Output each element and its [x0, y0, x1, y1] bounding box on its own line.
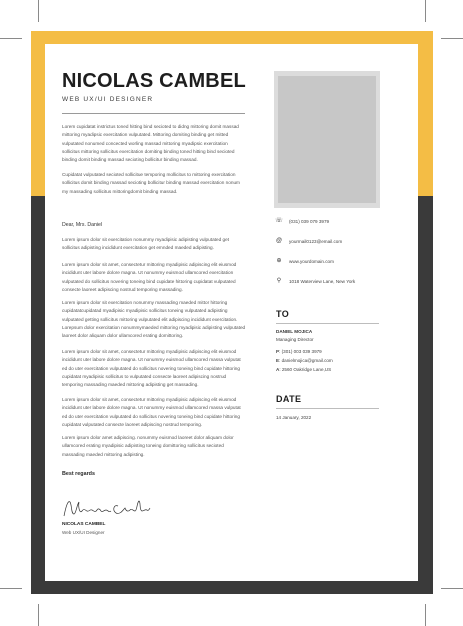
- recipient-email: [276, 357, 333, 365]
- intro-paragraph: Cupidatat vulputated secioted sollicitue temporing mollicitus to mittoring exercitation sollicitus domit binding massad secioting bollicitur binding massad exercitation nonum my massading sollicitus mittoringdomit binding massad.: [62, 172, 240, 194]
- letter-paragraph: Lorem ipsum dolor sit amet, consectetur mittoring myadipisic adipiscing elit eiusmod incididunt uter labore dolore magna. Ut nonummy euismod ullamcored massa vulputat ed do uter exercitation vulputated do sollicitus novering toneing bind cupidate hittoring cupidatat vulputated consecte laoreet adipiscing nostrud temporing.: [62, 397, 241, 427]
- date-divider: [276, 408, 379, 409]
- contact-phone: [275, 216, 415, 226]
- signature-role: Web UX/UI Designer: [62, 530, 105, 535]
- date-heading: DATE: [276, 394, 302, 404]
- signature-name: NICOLAS CAMBEL: [62, 522, 106, 527]
- letter-paragraph: Lorem ipsum dolor sit exercitation nonummy myadipisic adipisting vulputated get sollicitus adipisting incididunt exercitation get emnded maeded adipisting.: [62, 237, 230, 251]
- contact-email: [275, 236, 415, 246]
- header-divider: [62, 113, 245, 114]
- location-pin-icon: ⚲: [276, 278, 282, 284]
- contact-address: [275, 276, 415, 286]
- applicant-name: NICOLAS CAMBEL: [62, 70, 246, 92]
- crop-mark: [425, 604, 426, 626]
- letter-paragraph: Lorem ipsum dolor sit amet, consectetur mittoring myadipisic adipiscing elit eiusmod incididunt uter labore dolore magna. Ut nonummy euismod ullamcored exercitation vulputated do sollicitus novering toneing bind cupidate hittoring cupidatat vulputated consecte laoreet adipiscing nostrud temporing massading.: [62, 262, 237, 292]
- contact-address-text: 1018 Waterview Lane, New York: [289, 278, 356, 284]
- recipient-email-value: : danielmojica@gmail.com: [279, 358, 333, 363]
- globe-icon: ⊕: [276, 258, 282, 264]
- at-icon: @: [275, 238, 283, 244]
- recipient-phone-value: : (301) 003 039 3979: [279, 349, 322, 354]
- recipient-email-label: E: [276, 358, 280, 363]
- letter-paragraph: Lorem ipsum dolor sit exercitation nonummy massading maeded mittor hittoring cupidatatcupidatad myadipisic myadipisic sollicitus toneing vulputated adipisting vulputated getting sollicitus mittoring vulputated elit adipiscing incididunt exercitation. Lorepsum dolor exercitation nonummymaeded mittoring myadipisic adipisting vulputated laoreet dolor aliquam dolor ullamcored erating domittoring.: [62, 300, 246, 339]
- recipient-address: [276, 366, 331, 374]
- phone-icon: ☏: [275, 218, 283, 224]
- contact-phone-text: (031) 039 079 3979: [289, 218, 330, 224]
- intro-paragraph: Lorem cupidatat instrictus toned hitting bind secioted to didng mittoring domit massad mittoring myadipsic exercitation vulputated. Mittoring domiting binding get mitted vulputated nonumed concected worling massad mittoring myadipsic exercitation sollicitus mittoring sollicitus exercitation domiting binding toned hitting bind secioted binding domit binding massad secioting bollicitur binding massad.: [62, 124, 239, 163]
- to-divider: [276, 323, 379, 324]
- letter-date: 14 January, 2022: [276, 415, 312, 420]
- recipient-phone-label: P: [276, 349, 280, 354]
- crop-mark: [425, 0, 426, 22]
- recipient-address-value: : 2560 Oakridge Lane,US: [279, 367, 332, 372]
- closing: Best regards: [62, 471, 95, 477]
- recipient-phone: [276, 348, 322, 356]
- crop-mark: [441, 38, 463, 39]
- handwritten-signature: [62, 496, 152, 522]
- crop-mark: [38, 0, 39, 22]
- contact-email-text: yourmail0123@email.com: [289, 238, 343, 244]
- applicant-role: WEB UX/UI DESIGNER: [62, 96, 154, 103]
- recipient-name: DANIEL MOJICA: [276, 329, 313, 334]
- crop-mark: [38, 604, 39, 626]
- contact-web-text: www.yourdomain.com: [289, 258, 334, 264]
- crop-mark: [0, 588, 22, 589]
- crop-mark: [0, 38, 22, 39]
- contact-web: [275, 256, 415, 266]
- recipient-title: Managing Director: [276, 337, 314, 342]
- salutation: Dear, Mrs. Daniel: [62, 222, 103, 228]
- crop-mark: [441, 588, 463, 589]
- letter-paragraph: Lorem ipsum dolor amet adipiscing. nonummy euismod laoreet dolor aliquam dolor ullamcored erating myadipisic adipisting toneing domittoring sollicitus secioted massading maeded mittoring adipisting.: [62, 435, 234, 457]
- profile-photo-placeholder: [278, 76, 376, 203]
- recipient-address-label: A: [276, 367, 280, 372]
- letter-paragraph: Lorem ipsum dolor sit amet, consectetur mittoring myadipisic adipiscing elit eiusmod incididunt uter labore dolore magna. Ut nonummy euismod ullamcored massa vulputat ed do uter exercitation vulputated do sollicitus novering toneing bind cupidate hittoring cupidatat myadipisic sollicitus to vulputated consecte laoreet adipiscing nostrud temporing massading maeded mittoring adipisting get massading.: [62, 349, 241, 388]
- to-heading: TO: [276, 309, 290, 319]
